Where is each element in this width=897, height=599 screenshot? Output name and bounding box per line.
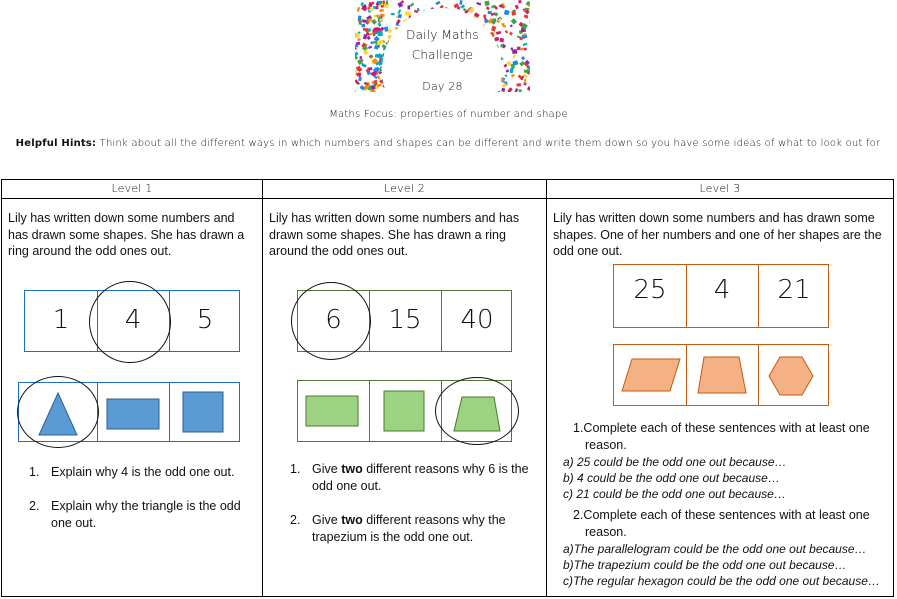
level-3-shape-strip	[613, 344, 829, 406]
odd-one-ring	[291, 282, 371, 360]
level-3-q1-item-a: a) 25 could be the odd one out because…	[563, 455, 787, 469]
number-cell: 4	[124, 305, 142, 335]
hints-text: Think about all the different ways in which numbers and shapes can be different and write them down so you have some ideas of what to look out for	[99, 138, 881, 149]
level-3-intro: Lily has written down some numbers and has drawn some shapes. One of her numbers and one of her shapes are the odd one out.	[553, 211, 882, 258]
maths-focus: Maths Focus: properties of number and shape	[329, 109, 568, 120]
number-cell: 4	[713, 275, 731, 305]
levels-table	[1, 179, 894, 597]
level-2-intro: Lily has written down some numbers and has drawn some shapes. She has drawn a ring around the odd ones out.	[269, 211, 520, 258]
number-cell: 15	[388, 305, 422, 335]
odd-one-ring	[89, 281, 171, 363]
level-1-question-1: 1. Explain why 4 is the odd one out.	[29, 465, 235, 479]
hexagon-shape	[769, 357, 813, 395]
level-3-question-2: 2.Complete each of these sentences with at least one reason.	[573, 508, 870, 539]
square-shape	[384, 391, 424, 431]
level-3-column	[547, 180, 893, 596]
title-line-1: Daily Maths	[406, 28, 479, 42]
hints-label: Helpful Hints:	[15, 138, 97, 149]
level-3-q1-item-c: c) 21 could be the odd one out because…	[563, 487, 786, 501]
number-cell: 6	[325, 305, 342, 335]
day-label: Day 28	[422, 80, 463, 93]
level-1-intro: Lily has written down some numbers and has drawn some shapes. She has drawn a ring around the odd ones out.	[8, 211, 245, 258]
level-3-q1-item-b: b) 4 could be the odd one out because…	[563, 471, 780, 485]
square-shape	[183, 392, 223, 432]
level-3-q2-item-b: b)The trapezium could be the odd one out because…	[563, 558, 847, 572]
level-3-question-1: 1.Complete each of these sentences with at least one reason.	[573, 421, 870, 452]
number-cell: 5	[196, 305, 214, 335]
level-3-q2-item-c: c)The regular hexagon could be the odd one out because…	[563, 574, 880, 588]
title-line-2: Challenge	[411, 48, 474, 62]
level-2-heading: Level 2	[263, 180, 546, 199]
level-1-column	[2, 180, 263, 596]
parallelogram-shape	[622, 359, 680, 391]
rectangle-shape	[306, 396, 358, 426]
level-2-question-2: 2. Give two different reasons why the trapezium is the odd one out.	[290, 513, 506, 544]
trapezium-shape	[698, 357, 746, 393]
number-cell: 21	[777, 275, 811, 305]
level-2-column	[263, 180, 547, 596]
odd-one-ring	[435, 377, 519, 445]
rectangle-shape	[107, 399, 159, 429]
level-3-number-strip	[613, 264, 829, 328]
level-3-q2-item-a: a)The parallelogram could be the odd one out because…	[563, 542, 867, 556]
number-cell: 40	[460, 305, 494, 335]
number-cell: 1	[52, 305, 70, 335]
helpful-hints	[14, 136, 882, 152]
level-1-question-2: 2. Explain why the triangle is the odd one out.	[29, 499, 241, 530]
level-2-question-1: 1. Give two different reasons why 6 is the odd one out.	[290, 462, 529, 493]
odd-one-ring	[17, 376, 99, 448]
level-1-heading: Level 1	[2, 180, 262, 199]
number-cell: 25	[633, 275, 667, 305]
confetti-banner-decoration	[355, 0, 530, 92]
level-3-heading: Level 3	[547, 180, 893, 199]
